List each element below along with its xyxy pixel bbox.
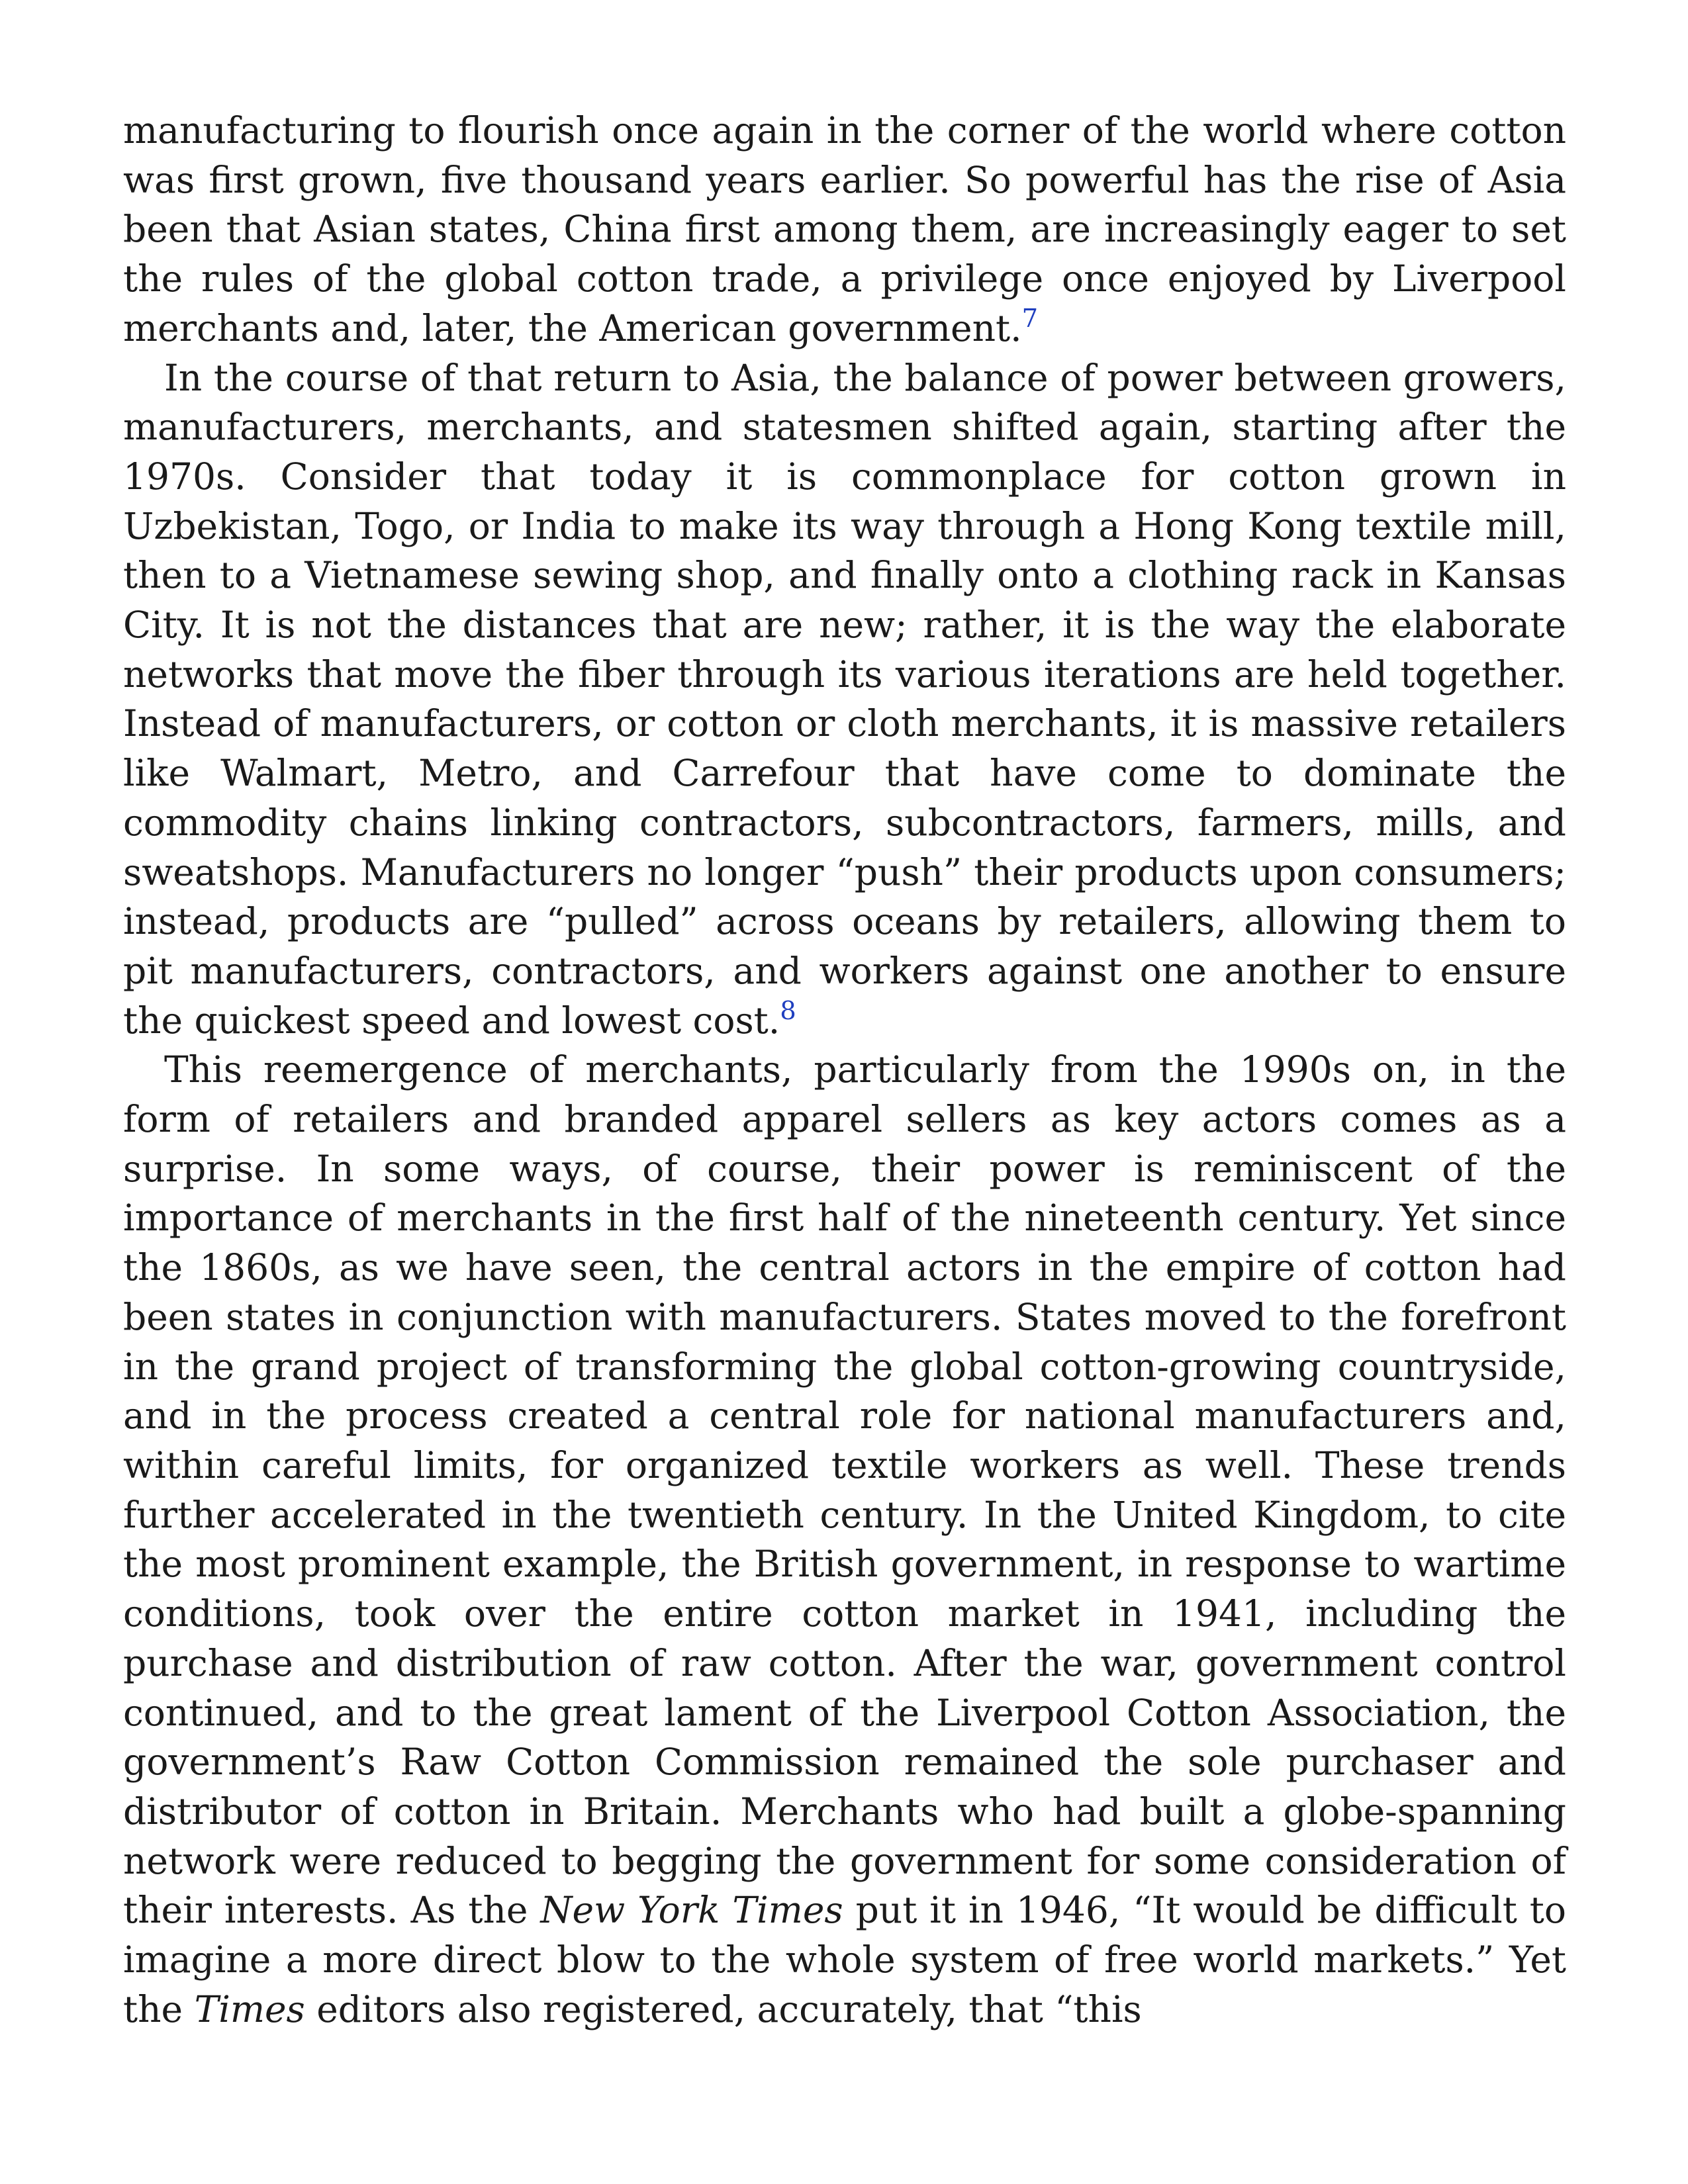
paragraph-3	[123, 1045, 1566, 2034]
paragraph-3-text-a: This reemergence of merchants, particularly from the 1990s on, in the form of retailers and branded apparel sellers as key actors comes as a surprise. In some ways, of course, their power is reminiscent of the importance of merchants in the first half of the nineteenth century. Yet since the 1860s, as we have seen, the central actors in the empire of cotton had been states in conjunction with manufacturers. States moved to the forefront in the grand project of transforming the global cotton-growing countryside, and in the process created a central role for national manufacturers and, within careful limits, for organized textile workers as well. These trends further accelerated in the twentieth century. In the United Kingdom, to cite the most prominent example, the British government, in response to wartime conditions, took over the entire cotton market in 1941, including the purchase and distribution of raw cotton. After the war, government control continued, and to the great lament of the Liverpool Cotton Association, the government’s Raw Cotton Commission remained the sole purchaser and distributor of cotton in Britain. Merchants who had built a globe-spanning network were reduced to begging the government for some consideration of their interests. As the	[123, 1048, 1566, 1932]
page-body	[123, 106, 1566, 2034]
footnote-marker-8[interactable]: 8	[780, 995, 796, 1026]
italic-title-new-york-times: New York Times	[540, 1889, 843, 1932]
paragraph-3-text-b: put it in 1946, “It would be difficult to imagine a more direct blow to the whole system of free world markets.” Yet the	[123, 1889, 1566, 2030]
footnote-marker-7[interactable]: 7	[1021, 303, 1039, 334]
paragraph-3-text-c: editors also registered, accurately, that “this	[305, 1987, 1142, 2030]
paragraph-2-text: In the course of that return to Asia, the balance of power between growers, manufacturers, merchants, and statesmen shifted again, starting after the 1970s. Consider that today it is commonplace for cotton grown in Uzbekistan, Togo, or India to make its way through a Hong Kong textile mill, then to a Vietnamese sewing shop, and finally onto a clothing rack in Kansas City. It is not the distances that are new; rather, it is the way the elaborate networks that move the fiber through its various iterations are held together. Instead of manufacturers, or cotton or cloth merchants, it is massive retailers like Walmart, Metro, and Carrefour that have come to dominate the commodity chains linking contractors, subcontractors, farmers, mills, and sweatshops. Manufacturers no longer “push” their products upon consumers; instead, products are “pulled” across oceans by retailers, allowing them to pit manufacturers, contractors, and workers against one another to ensure the quickest speed and lowest cost.	[123, 356, 1566, 1042]
paragraph-2	[123, 353, 1566, 1046]
paragraph-1-text: manufacturing to flourish once again in the corner of the world where cotton was first grown, five thousand years earlier. So powerful has the rise of Asia been that Asian states, China first among them, are increasingly eager to set the rules of the global cotton trade, a privilege once enjoyed by Liverpool merchants and, later, the American government.	[123, 109, 1566, 349]
paragraph-1	[123, 106, 1566, 353]
italic-title-times: Times	[194, 1987, 305, 2030]
